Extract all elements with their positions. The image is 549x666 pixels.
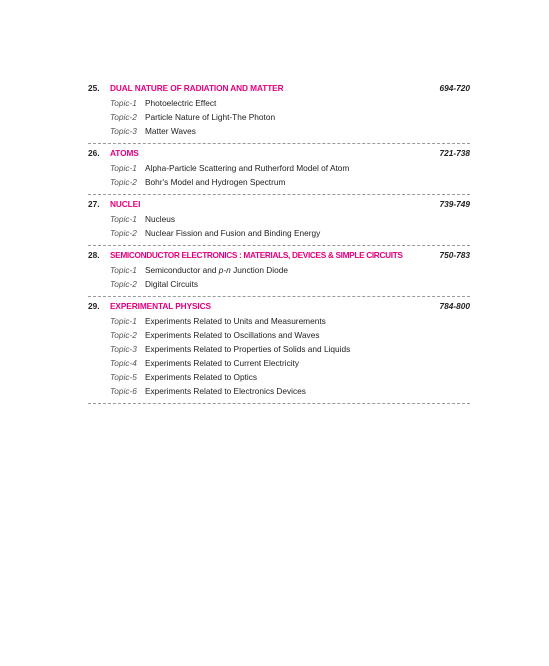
chapter-25 [88,83,470,144]
topic-label: Topic-3 [110,344,137,354]
chapter-title[interactable]: ATOMS [110,148,139,158]
table-of-contents [88,83,470,408]
topic-title: Nucleus [145,214,175,224]
chapter-number: 29. [88,301,100,311]
topic-item[interactable] [88,177,470,191]
chapter-28 [88,250,470,297]
chapter-page-range: 750-783 [439,250,470,260]
chapter-page-range: 739-749 [439,199,470,209]
topic-title-part: Semiconductor and [145,265,219,275]
topic-item[interactable] [88,330,470,344]
topic-item[interactable] [88,98,470,112]
chapter-26 [88,148,470,195]
topic-item[interactable] [88,386,470,400]
topic-item[interactable] [88,279,470,293]
topic-label: Topic-1 [110,163,137,173]
topic-item[interactable] [88,163,470,177]
topic-label: Topic-2 [110,228,137,238]
topic-label: Topic-2 [110,112,137,122]
topic-item[interactable] [88,344,470,358]
topic-item[interactable] [88,126,470,140]
topic-title-italic: p-n [218,265,231,275]
topic-title: Alpha-Particle Scattering and Rutherford Model of Atom [145,163,350,173]
chapter-29 [88,301,470,404]
topic-label: Topic-1 [110,98,137,108]
chapter-title[interactable]: DUAL NATURE OF RADIATION AND MATTER [110,83,284,93]
topic-title: Experiments Related to Units and Measurements [145,316,326,326]
topic-item[interactable] [88,228,470,242]
chapter-header [88,250,470,265]
topic-title: Experiments Related to Electronics Devices [145,386,306,396]
topic-item[interactable] [88,358,470,372]
chapter-27 [88,199,470,246]
topic-title: Bohr's Model and Hydrogen Spectrum [145,177,286,187]
topic-title: Digital Circuits [145,279,199,289]
chapter-header [88,83,470,98]
topic-label: Topic-2 [110,279,137,289]
topic-label: Topic-4 [110,358,137,368]
topic-item[interactable] [88,316,470,330]
topic-label: Topic-6 [110,386,137,396]
topic-item[interactable] [88,265,470,279]
chapter-number: 27. [88,199,100,209]
topic-title: Photoelectric Effect [145,98,217,108]
topic-label: Topic-2 [110,177,137,187]
chapter-header [88,148,470,163]
chapter-title[interactable]: SEMICONDUCTOR ELECTRONICS : MATERIALS, DEVICES & SIMPLE CIRCUITS [110,250,403,260]
topic-label: Topic-5 [110,372,137,382]
chapter-header [88,199,470,214]
topic-title [145,265,288,275]
topic-label: Topic-1 [110,214,137,224]
chapter-number: 25. [88,83,100,93]
chapter-number: 28. [88,250,100,260]
topic-label: Topic-1 [110,316,137,326]
chapter-header [88,301,470,316]
topic-label: Topic-2 [110,330,137,340]
topic-item[interactable] [88,112,470,126]
chapter-page-range: 721-738 [439,148,470,158]
topic-label: Topic-3 [110,126,137,136]
chapter-number: 26. [88,148,100,158]
chapter-page-range: 694-720 [439,83,470,93]
chapter-title[interactable]: NUCLEI [110,199,141,209]
chapter-page-range: 784-800 [439,301,470,311]
topic-item[interactable] [88,214,470,228]
topic-title: Nuclear Fission and Fusion and Binding Energy [145,228,321,238]
topic-title: Matter Waves [145,126,196,136]
topic-title-part: Junction Diode [230,265,288,275]
topic-title: Experiments Related to Current Electricity [145,358,300,368]
topic-title: Experiments Related to Oscillations and Waves [145,330,320,340]
topic-title: Experiments Related to Optics [145,372,258,382]
chapter-title[interactable]: EXPERIMENTAL PHYSICS [110,301,211,311]
topic-title: Experiments Related to Properties of Solids and Liquids [145,344,351,354]
topic-item[interactable] [88,372,470,386]
topic-title: Particle Nature of Light-The Photon [145,112,276,122]
topic-label: Topic-1 [110,265,137,275]
